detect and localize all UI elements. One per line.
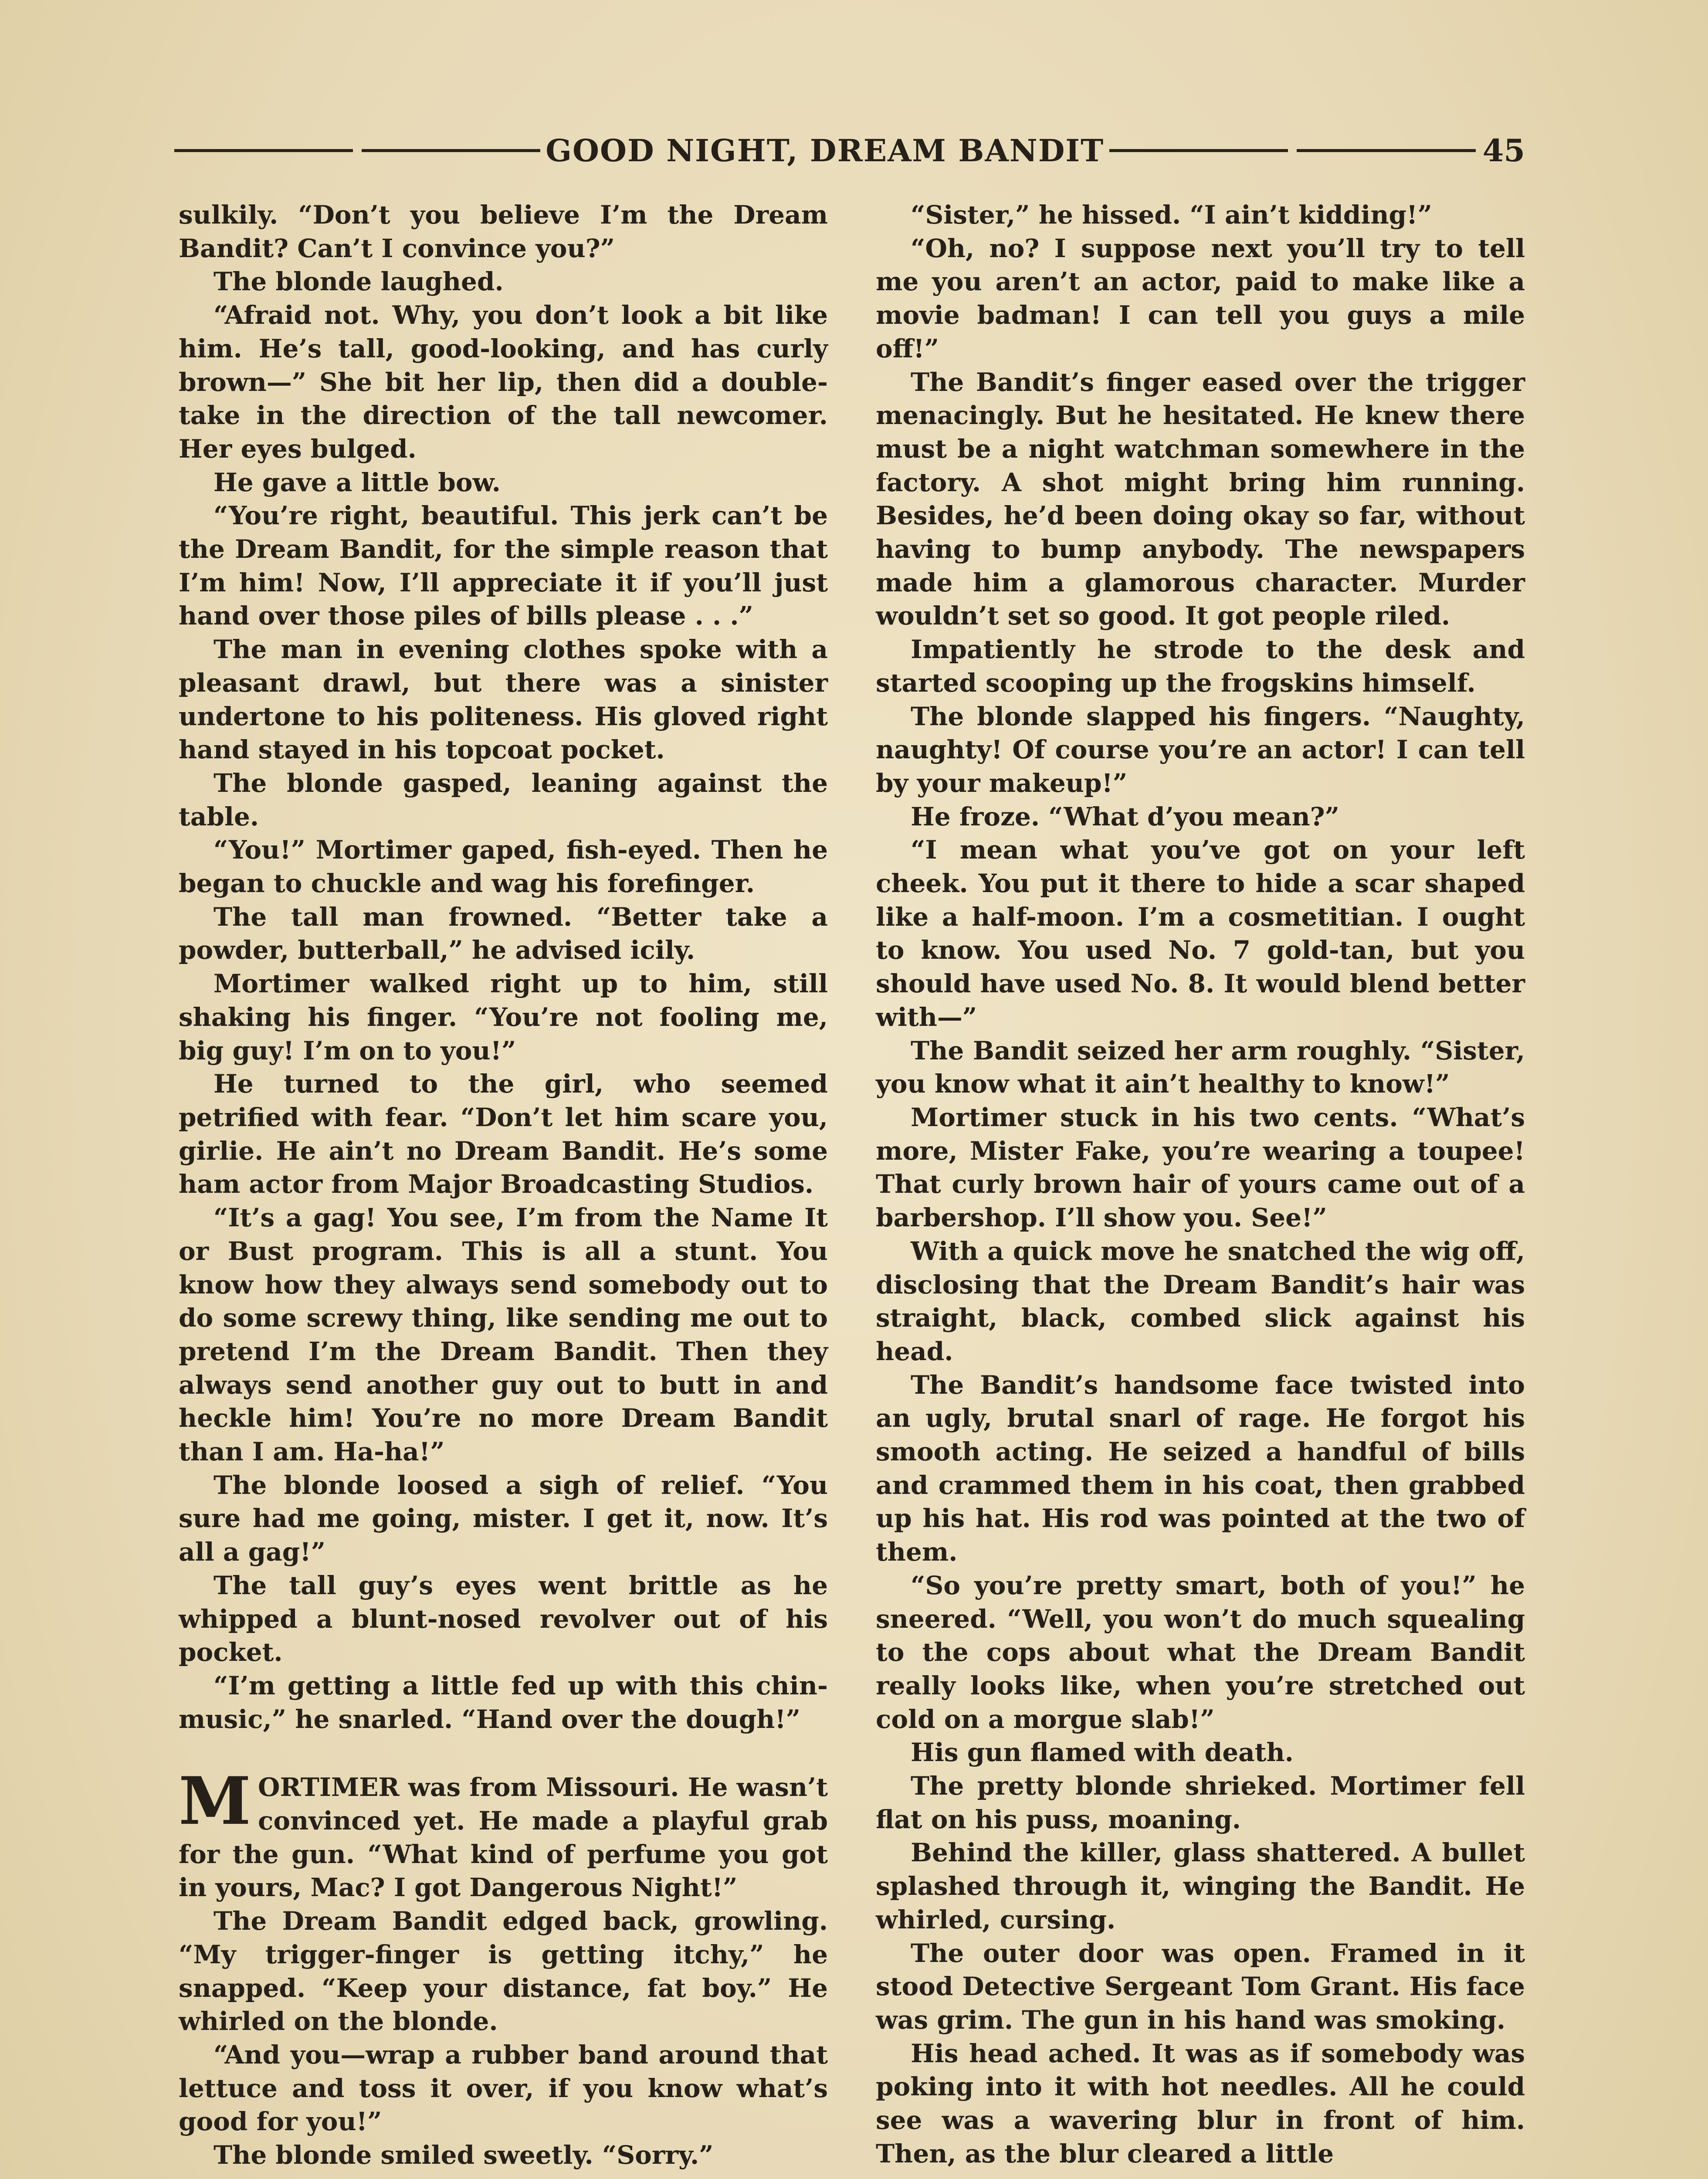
paragraph: [179, 1904, 828, 2038]
paragraph-text: “You’re right, beautiful. This jerk can’t be the Dream Bandit, for the simple reason that I’m him! Now, I’ll appreciate it if you’ll just hand over those piles of bills please . . .”: [179, 501, 828, 631]
paragraph: [179, 900, 828, 967]
paragraph: [179, 767, 828, 833]
paragraph: [876, 1836, 1525, 1936]
paragraph-text: The tall man frowned. “Better take a powder, butterball,” he advised icily.: [179, 902, 828, 965]
header-rule-right: [1109, 149, 1288, 152]
paragraph-text: The tall guy’s eyes went brittle as he whipped a blunt-nosed revolver out of his pocket.: [179, 1570, 828, 1667]
paragraph: [179, 1669, 828, 1736]
story-title: GOOD NIGHT, DREAM BANDIT: [546, 132, 1105, 169]
paragraph-text: “Sister,” he hissed. “I ain’t kidding!”: [911, 200, 1432, 230]
paragraph-text: His gun flamed with death.: [911, 1738, 1294, 1768]
right-text-column: [876, 198, 1525, 2170]
paragraph: [179, 1763, 828, 1904]
paragraph-text: Mortimer stuck in his two cents. “What’s more, Mister Fake, you’re wearing a toupee! That curly brown hair of yours came out of a barbershop. I’ll show you. See!”: [876, 1102, 1525, 1233]
paragraph-text: The outer door was open. Framed in it stood Detective Sergeant Tom Grant. His face was grim. The gun in his hand was smoking.: [876, 1938, 1525, 2035]
paragraph-text: Behind the killer, glass shattered. A bullet splashed through it, winging the Bandit. He whirled, cursing.: [876, 1838, 1525, 1935]
paragraph: [876, 232, 1525, 366]
paragraph-text: The blonde loosed a sigh of relief. “You sure had me going, mister. I get it, now. It’s all a gag!”: [179, 1470, 828, 1567]
paragraph: [876, 700, 1525, 800]
paragraph: [179, 633, 828, 767]
paragraph: [876, 1368, 1525, 1569]
paragraph: [876, 1235, 1525, 1368]
paragraph: [179, 2138, 828, 2172]
paragraph-text: “I mean what you’ve got on your left cheek. You put it there to hide a scar shaped like a half-moon. I’m a cosmetitian. I ought to know. You used No. 7 gold-tan, but you should have used No. 8. It would blend better with—”: [876, 835, 1525, 1032]
paragraph: [876, 2037, 1525, 2171]
paragraph-text: “Afraid not. Why, you don’t look a bit like him. He’s tall, good-looking, and has curly brown—” She bit her lip, then did a double-take in the direction of the tall newcomer. Her eyes bulged.: [179, 300, 828, 464]
paragraph: [876, 1937, 1525, 2037]
paragraph: [179, 466, 828, 499]
paragraph: [179, 265, 828, 299]
paragraph: [179, 1201, 828, 1469]
running-head: [174, 131, 1525, 170]
paragraph: [876, 800, 1525, 834]
header-rule-left-2: [362, 149, 540, 152]
paragraph: [179, 1067, 828, 1201]
left-text-column: [179, 198, 828, 2172]
paragraph-text: The Bandit seized her arm roughly. “Sister, you know what it ain’t healthy to know!”: [876, 1035, 1525, 1099]
paragraph-text: “And you—wrap a rubber band around that lettuce and toss it over, if you know what’s good for you!”: [179, 2040, 828, 2137]
paragraph-text: “Oh, no? I suppose next you’ll try to tell me you aren’t an actor, paid to make like a movie badman! I can tell you guys a mile off!”: [876, 233, 1525, 363]
paragraph-text: The blonde gasped, leaning against the table.: [179, 768, 828, 832]
paragraph-text: ORTIMER was from Missouri. He wasn’t convinced yet. He made a playful grab for the gun. “What kind of perfume you got in yours, Mac? I got Dangerous Night!”: [179, 1772, 828, 1903]
paragraph-text: The blonde smiled sweetly. “Sorry.”: [214, 2140, 714, 2170]
paragraph-text: The Bandit’s finger eased over the trigger menacingly. But he hesitated. He knew there must be a night watchman somewhere in the factory. A shot might bring him running. Besides, he’d been doing okay so far, without having to bump anybody. The newspapers made him a glamorous character. Murder wouldn’t set so good. It got people riled.: [876, 367, 1525, 631]
paragraph: [179, 1569, 828, 1669]
paragraph-text: His head ached. It was as if somebody was poking into it with hot needles. All he could see was a wavering blur in front of him. Then, as the blur cleared a little: [876, 2038, 1525, 2169]
paragraph-text: Mortimer walked right up to him, still shaking his finger. “You’re not fooling me, big guy! I’m on to you!”: [179, 969, 828, 1066]
paragraph: [876, 198, 1525, 232]
paragraph: [179, 833, 828, 900]
paragraph-text: Impatiently he strode to the desk and started scooping up the frogskins himself.: [876, 635, 1525, 698]
header-rule-left: [174, 149, 353, 152]
paragraph-text: The blonde slapped his fingers. “Naughty, naughty! Of course you’re an actor! I can tell by your makeup!”: [876, 701, 1525, 798]
paragraph: [179, 967, 828, 1067]
paragraph: [179, 499, 828, 633]
paragraph: [876, 1769, 1525, 1836]
paragraph-text: He froze. “What d’you mean?”: [911, 801, 1340, 832]
paragraph-text: sulkily. “Don’t you believe I’m the Dream Bandit? Can’t I convince you?”: [179, 200, 828, 263]
paragraph: [876, 1736, 1525, 1769]
header-rule-right-2: [1297, 149, 1475, 152]
paragraph-text: With a quick move he snatched the wig off, disclosing that the Dream Bandit’s hair was straight, black, combed slick against his head.: [876, 1236, 1525, 1366]
paragraph-text: He gave a little bow.: [214, 467, 501, 497]
paragraph-text: The pretty blonde shrieked. Mortimer fell flat on his puss, moaning.: [876, 1771, 1525, 1834]
paragraph: [179, 198, 828, 265]
paragraph-text: “So you’re pretty smart, both of you!” he sneered. “Well, you won’t do much squealing to the cops about what the Dream Bandit really looks like, when you’re stretched out cold on a morgue slab!”: [876, 1570, 1525, 1734]
paragraph: [876, 366, 1525, 633]
drop-cap: M: [179, 1763, 251, 1840]
paragraph-text: The man in evening clothes spoke with a pleasant drawl, but there was a sinister undertone to his politeness. His gloved right hand stayed in his topcoat pocket.: [179, 635, 828, 765]
paragraph-text: The Dream Bandit edged back, growling. “My trigger-finger is getting itchy,” he snapped. “Keep your distance, fat boy.” He whirled on the blonde.: [179, 1906, 828, 2036]
paragraph: [876, 1034, 1525, 1101]
paragraph: [179, 2038, 828, 2138]
paragraph-text: The Bandit’s handsome face twisted into an ugly, brutal snarl of rage. He forgot his smooth acting. He seized a handful of bills and crammed them in his coat, then grabbed up his hat. His rod was pointed at the two of them.: [876, 1370, 1525, 1567]
paragraph-text: “I’m getting a little fed up with this chin-music,” he snarled. “Hand over the dough!”: [179, 1670, 828, 1734]
paragraph: [179, 1469, 828, 1569]
paragraph: [876, 633, 1525, 699]
paragraph: [876, 1569, 1525, 1736]
paragraph-text: He turned to the girl, who seemed petrified with fear. “Don’t let him scare you, girlie. He ain’t no Dream Bandit. He’s some ham actor from Major Broadcasting Studios.: [179, 1069, 828, 1199]
paragraph-text: The blonde laughed.: [214, 267, 504, 297]
paragraph: [179, 299, 828, 466]
paragraph: [876, 1101, 1525, 1235]
page-number: 45: [1482, 132, 1525, 169]
paragraph-text: “You!” Mortimer gaped, fish-eyed. Then he began to chuckle and wag his forefinger.: [179, 835, 828, 899]
paragraph-text: “It’s a gag! You see, I’m from the Name It or Bust program. This is all a stunt. You know how they always send somebody out to do some screwy thing, like sending me out to pretend I’m the Dream Bandit. Then they always send another guy out to butt in and heckle him! You’re no more Dream Bandit than I am. Ha-ha!”: [179, 1203, 828, 1467]
paragraph: [876, 833, 1525, 1034]
